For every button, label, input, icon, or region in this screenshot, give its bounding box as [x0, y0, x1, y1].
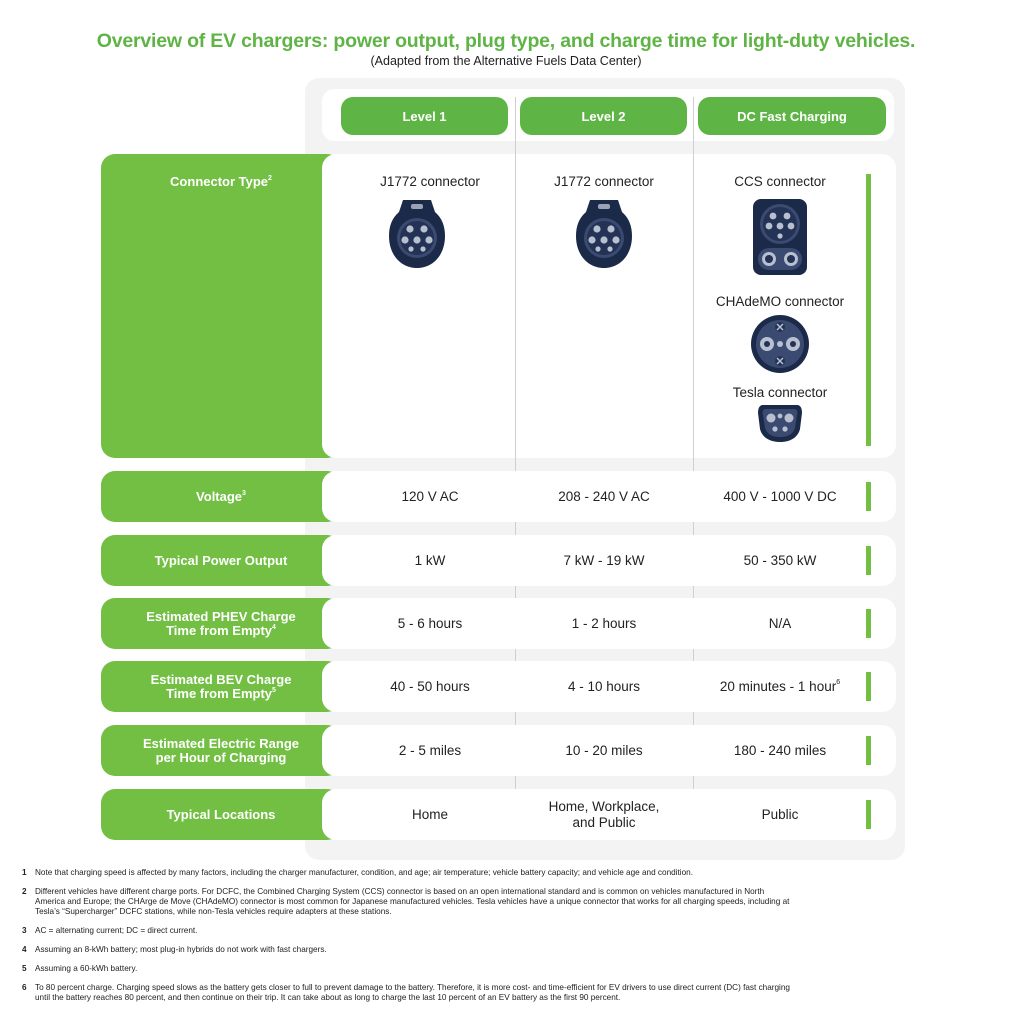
- row-label-line: Estimated PHEV Charge: [146, 608, 296, 624]
- column-header-level2: Level 2: [520, 97, 687, 135]
- row-label-power-output: Typical Power Output: [101, 535, 341, 586]
- footnote: [22, 868, 792, 878]
- row-accent-bar: [866, 174, 871, 446]
- footnote-number: 4: [22, 945, 27, 954]
- footnote-text: AC = alternating current; DC = direct current.: [35, 926, 198, 935]
- footnote-number: 2: [22, 887, 27, 896]
- cell-voltage-level1: 120 V AC: [401, 488, 459, 504]
- row-label-voltage: [101, 471, 341, 522]
- cell-line: and Public: [572, 814, 636, 830]
- cell-locations-dc: Public: [761, 806, 799, 822]
- row-label-line: Time from Empty: [166, 622, 273, 638]
- footnote: [22, 926, 792, 936]
- row-label-line: Estimated Electric Range: [142, 735, 300, 751]
- cell-phev-dc: N/A: [768, 615, 792, 631]
- tesla-connector-icon: [757, 403, 803, 443]
- ccs-connector-icon: [752, 198, 808, 276]
- cell-phev-level2: 1 - 2 hours: [571, 615, 637, 631]
- footnote: [22, 887, 792, 917]
- footnote-number: 1: [22, 868, 27, 877]
- footnote-text: Different vehicles have different charge ports. For DCFC, the Combined Charging System (CCS) connector is based on an open international standard and is common on vehicles manufactured in North America and Europe; the CHArge de Move (CHAdeMO) connector is most common for Japanese manufactured vehicles. Tesla vehicles have a unique connector that works for all charging speeds, including at Tesla’s “Supercharger” DCFC stations, while non-Tesla vehicles require adapters at these stations.: [35, 887, 790, 916]
- connector-label-level1: J1772 connector: [380, 174, 480, 189]
- column-divider: [515, 97, 516, 829]
- cell-text: 20 minutes - 1 hour: [719, 678, 837, 694]
- row-accent-bar: [866, 800, 871, 829]
- footnote-ref: 2: [268, 175, 272, 182]
- footnote: [22, 983, 792, 1003]
- cell-power-level1: 1 kW: [414, 552, 446, 568]
- row-accent-bar: [866, 609, 871, 638]
- footnote-ref: 3: [242, 489, 246, 497]
- footnote-ref: 5: [272, 686, 276, 694]
- footnote-number: 6: [22, 983, 27, 992]
- cell-locations-level2: [519, 789, 689, 840]
- cell-range-level1: 2 - 5 miles: [398, 742, 462, 758]
- cell-power-level2: 7 kW - 19 kW: [563, 552, 645, 568]
- page-subtitle: (Adapted from the Alternative Fuels Data Center): [370, 54, 642, 68]
- cell-voltage-level2: 208 - 240 V AC: [558, 488, 650, 504]
- row-label-typical-locations: Typical Locations: [101, 789, 341, 840]
- connector-label-chademo: CHAdeMO connector: [715, 294, 845, 309]
- footnote-number: 3: [22, 926, 27, 935]
- chademo-connector-icon: [750, 314, 810, 374]
- footnotes: [22, 868, 792, 1012]
- cell-power-dc: 50 - 350 kW: [743, 552, 817, 568]
- row-label-electric-range: [101, 725, 341, 776]
- connector-label-level2: J1772 connector: [554, 174, 654, 189]
- row-label-text: Connector Type: [170, 174, 269, 189]
- cell-range-dc: 180 - 240 miles: [733, 742, 827, 758]
- footnote: [22, 964, 792, 974]
- j1772-connector-icon: [576, 198, 632, 270]
- cell-locations-level1: Home: [411, 806, 448, 822]
- footnote-text: To 80 percent charge. Charging speed slows as the battery gets closer to full to prevent damage to the battery. Therefore, it is more cost- and time-efficient for EV drivers to use direct current (DC) fast charging until the battery reaches 80 percent, and then continue on their trip. It can take about as long to charge the last 10 percent of an EV battery as the first 90 percent.: [35, 983, 790, 1002]
- footnote-ref: 4: [272, 623, 276, 631]
- footnote-ref: 6: [836, 678, 841, 686]
- row-label-text: Voltage: [196, 488, 243, 504]
- row-label-line: Time from Empty: [166, 685, 273, 701]
- cell-bev-dc: [695, 661, 865, 712]
- footnote-number: 5: [22, 964, 27, 973]
- footnote-text: Assuming an 8-kWh battery; most plug-in hybrids do not work with fast chargers.: [35, 945, 327, 954]
- cell-bev-level1: 40 - 50 hours: [390, 678, 470, 694]
- cell-line: Home, Workplace,: [548, 798, 660, 814]
- connector-label-tesla: Tesla connector: [732, 385, 828, 400]
- row-label-bev-charge-time: [101, 661, 341, 712]
- row-label-phev-charge-time: [101, 598, 341, 649]
- cell-range-level2: 10 - 20 miles: [565, 742, 643, 758]
- row-accent-bar: [866, 482, 871, 511]
- page-title: Overview of EV chargers: power output, plug type, and charge time for light-duty vehicles.: [96, 30, 916, 52]
- footnote: [22, 945, 792, 955]
- cell-voltage-dc: 400 V - 1000 V DC: [723, 488, 837, 504]
- row-accent-bar: [866, 736, 871, 765]
- row-accent-bar: [866, 546, 871, 575]
- column-divider: [693, 97, 694, 829]
- row-label-line: Estimated BEV Charge: [150, 671, 292, 687]
- cell-bev-level2: 4 - 10 hours: [567, 678, 641, 694]
- column-header-level1: Level 1: [341, 97, 508, 135]
- footnote-text: Assuming a 60-kWh battery.: [35, 964, 138, 973]
- connector-label-ccs: CCS connector: [734, 174, 826, 189]
- row-label-connector-type: [101, 154, 341, 458]
- row-accent-bar: [866, 672, 871, 701]
- row-label-line: per Hour of Charging: [155, 749, 287, 765]
- j1772-connector-icon: [389, 198, 445, 270]
- cell-phev-level1: 5 - 6 hours: [397, 615, 463, 631]
- column-header-dc-fast: DC Fast Charging: [698, 97, 886, 135]
- footnote-text: Note that charging speed is affected by many factors, including the charger manufacturer, condition, and age; air temperature; vehicle battery capacity; and vehicle age and condition.: [35, 868, 693, 877]
